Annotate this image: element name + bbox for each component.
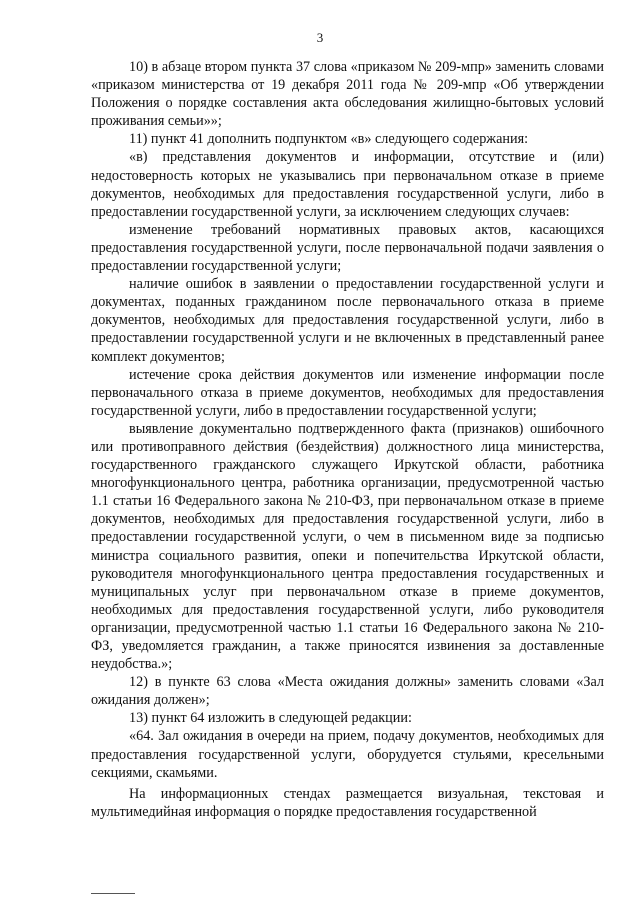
paragraph-item-12: 12) в пункте 63 слова «Места ожидания должны» заменить словами «Зал ожидания должен»; <box>91 674 604 709</box>
footer-rule <box>91 893 135 894</box>
paragraph-info-stands: На информационных стендах размещается визуальная, текстовая и мультимедийная информация о порядке предоставления государственной <box>91 785 604 820</box>
paragraph-item-13: 13) пункт 64 изложить в следующей редакции: <box>129 710 412 727</box>
paragraph-item-11: 11) пункт 41 дополнить подпунктом «в» следующего содержания: <box>129 131 529 148</box>
paragraph-case-misconduct: выявление документально подтвержденного факта (признаков) ошибочного или противоправного действия (бездействия) должностного лица министерства, государственного гражданского служащего Иркутской области, работника многофункционального центра, работника организации, предусмотренной частью 1.1 статьи 16 Федерального закона № 210-ФЗ, при первоначальном отказе в приеме документов, необходимых для предоставления государственной услуги, либо в предоставлении государственной услуги, о чем в письменном виде за подписью министра социального развития, опеки и попечительства Иркутской области, руководителя многофункционального центра предоставления государственных и муниципальных услуг при первоначальном отказе в приеме документов, необходимых для предоставления государственной услуги, либо руководителя организации, предусмотренной частью 1.1 статьи 16 Федерального закона № 210-ФЗ, уведомляется гражданин, а также приносятся извинения за доставленные неудобства.»; <box>91 420 604 673</box>
paragraph-case-errors: наличие ошибок в заявлении о предоставлении государственной услуги и документах, поданных гражданином после первоначального отказа в приеме документов, необходимых для предоставления государственной услуги, либо в предоставлении государственной услуги и не включенных в представленный ранее комплект документов; <box>91 276 604 365</box>
paragraph-case-expiry: истечение срока действия документов или изменение информации после первоначального отказа в приеме документов, необходимых для предоставления государственной услуги, либо в предоставлении государственной услуги; <box>91 366 604 419</box>
paragraph-subitem-v: «в) представления документов и информации, отсутствие и (или) недостоверность которых не указывались при первоначальном отказе в приеме документов, необходимых для предоставления государственной услуги, либо в предоставлении государственной услуги, за исключением следующих случаев: <box>91 149 604 220</box>
page-number: 3 <box>316 30 324 45</box>
paragraph-item-10: 10) в абзаце втором пункта 37 слова «приказом № 209-мпр» заменить словами «приказом министерства от 19 декабря 2011 года № 209-мпр «Об утверждении Положения о порядке составления акта обследования жилищно-бытовых условий проживания семьи»»; <box>91 59 604 130</box>
document-body <box>91 58 604 821</box>
paragraph-point-64: «64. Зал ожидания в очереди на прием, подачу документов, необходимых для предоставления государственной услуги, оборудуется стульями, кресельными секциями, скамьями. <box>91 728 604 781</box>
paragraph-case-legal-change: изменение требований нормативных правовых актов, касающихся предоставления государственной услуги, после первоначальной подачи заявления о предоставлении государственной услуги; <box>91 221 604 275</box>
